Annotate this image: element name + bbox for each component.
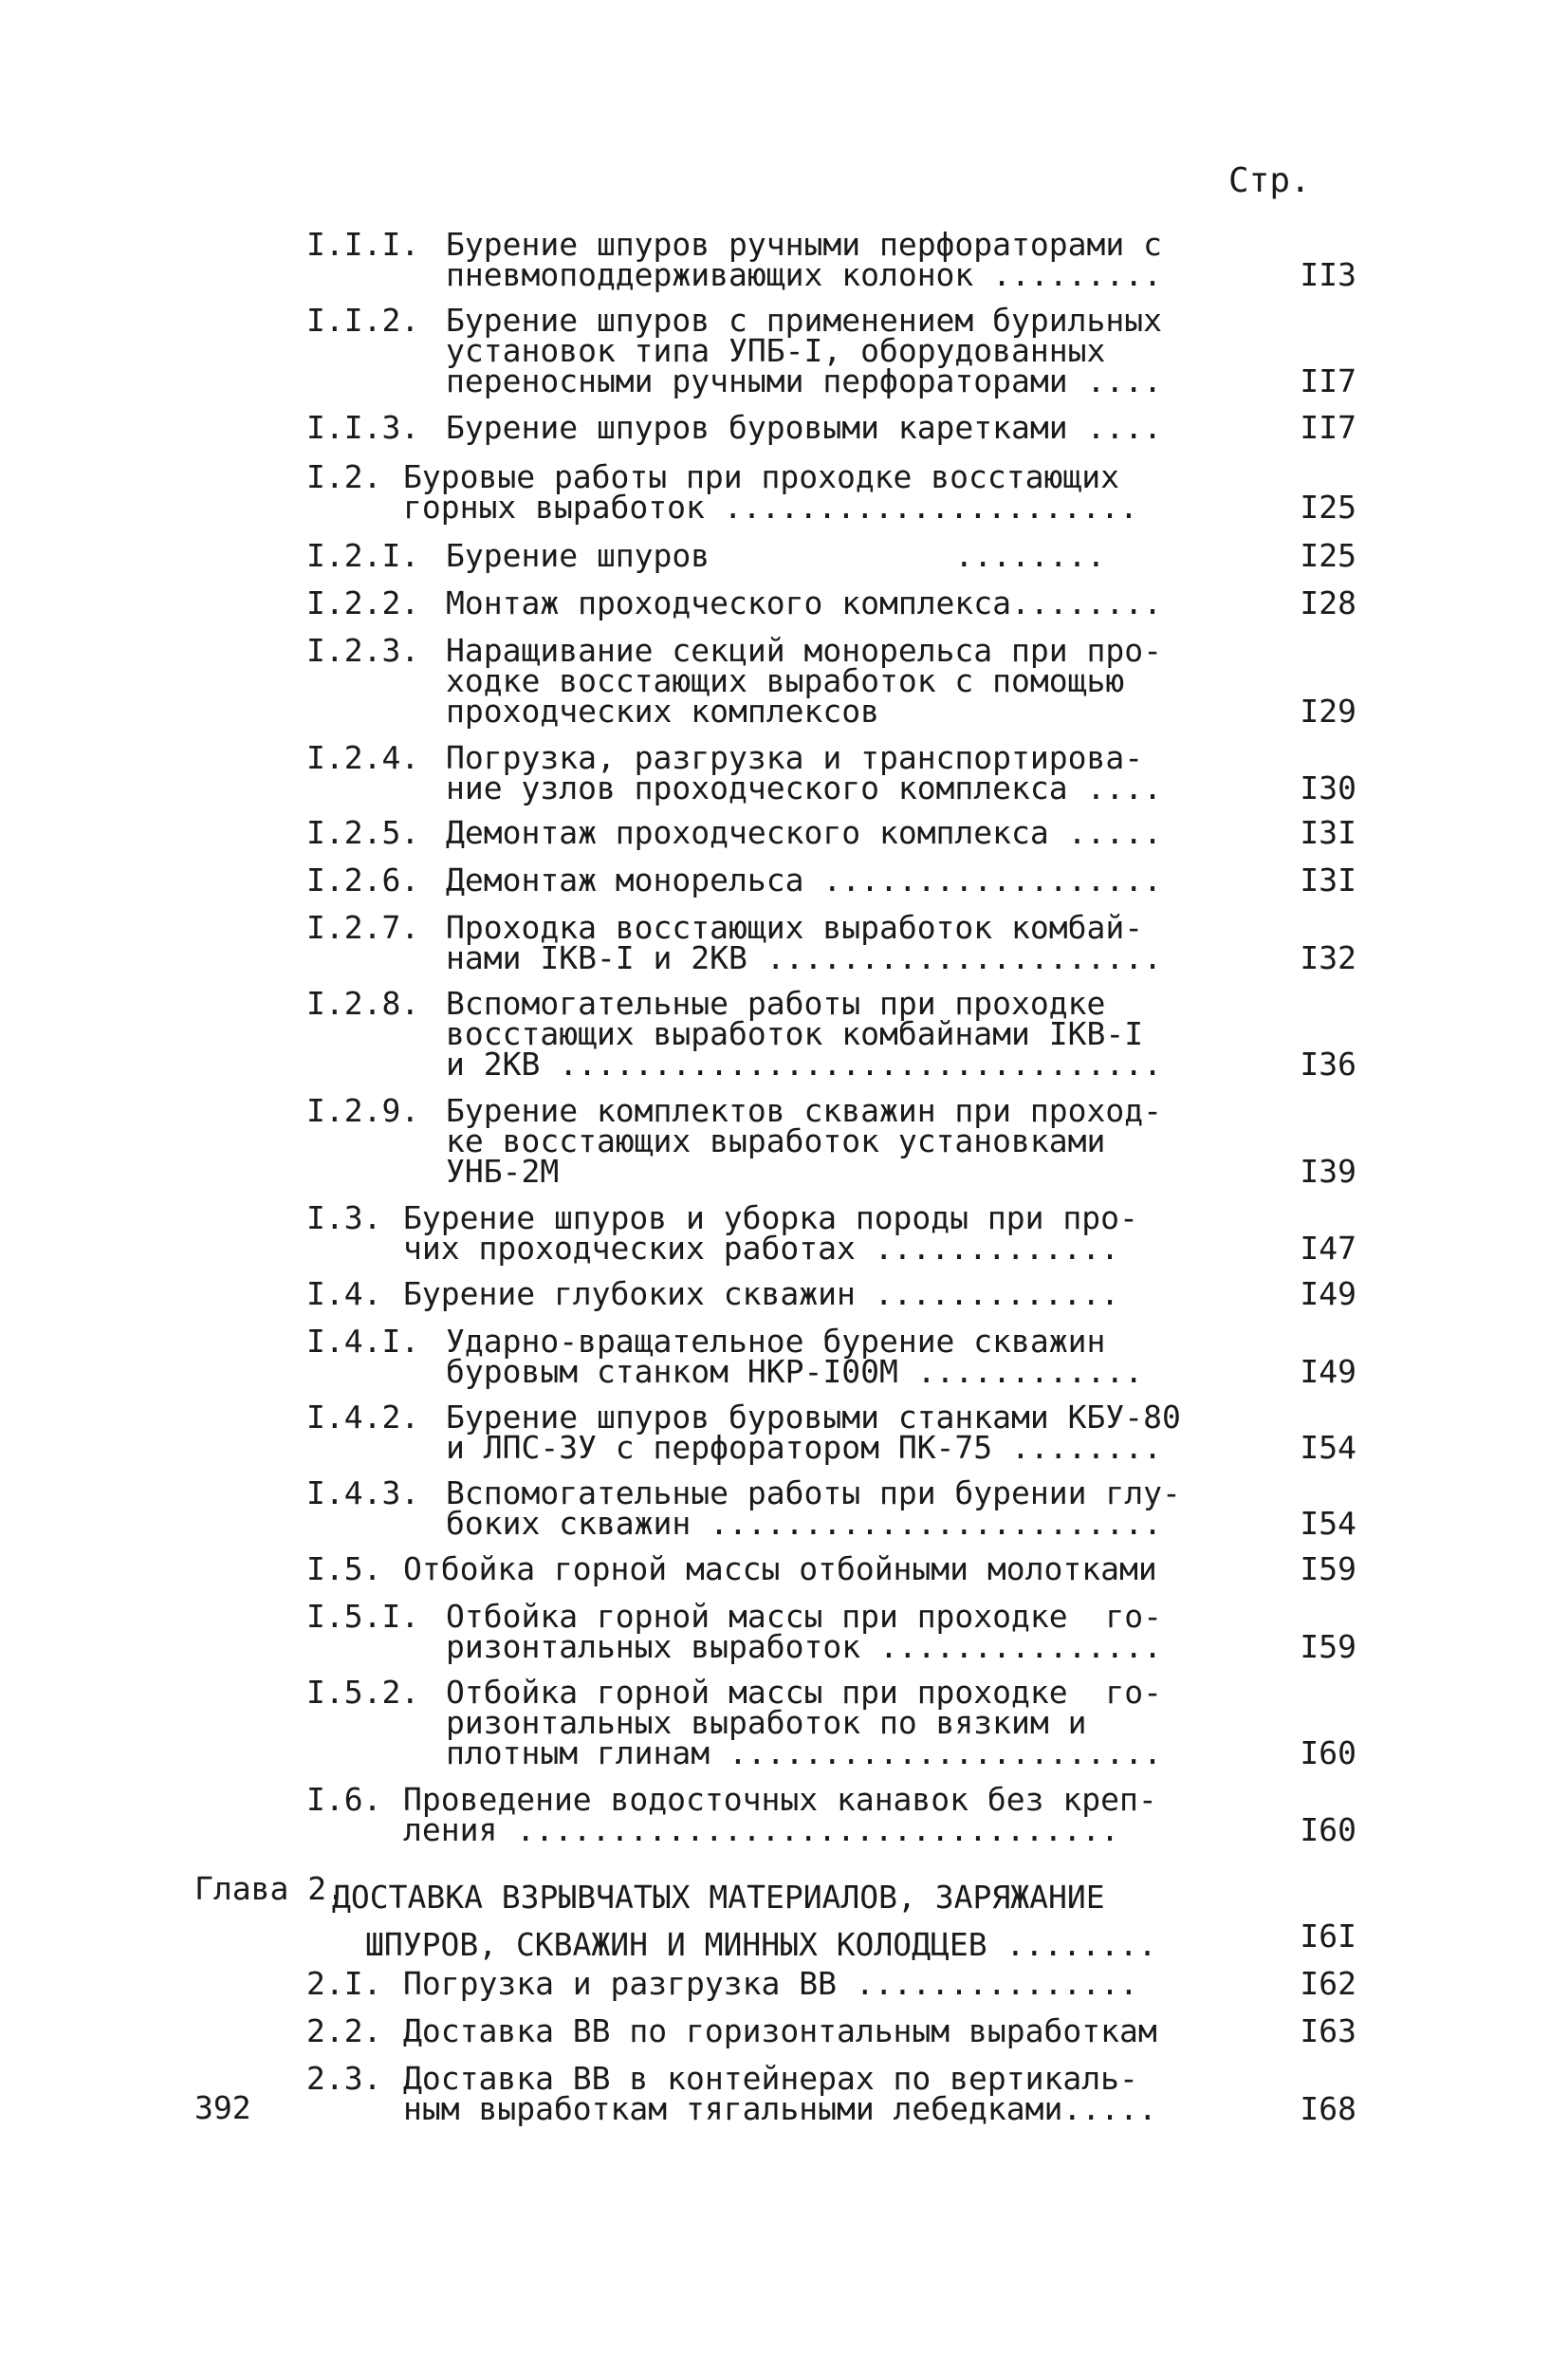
toc-entry-title-line: Наращивание секций монорельса при про- [446,632,1162,669]
toc-entry-title-line: Демонтаж проходческого комплекса ..... [446,814,1162,851]
toc-entry-number: I.5.2. [306,1674,420,1711]
page-number: 392 [194,2089,251,2126]
toc-entry-title-line: восстающих выработок комбайнами IКВ-I [446,1015,1144,1052]
toc-entry-title [446,814,1224,851]
toc-entry-number: 2.2. [306,2012,382,2049]
toc-entry-title [403,1199,1181,1267]
toc-entry-title [446,909,1224,976]
toc-entry-title-line: Доставка ВВ по горизонтальным выработкам [403,2012,1157,2049]
toc-entry-page: I47 [1300,1230,1356,1267]
toc-entry-title-line: Погрузка, разгрузка и транспортирова- [446,739,1144,776]
toc-entry-title-line: пневмоподдерживающих колонок ......... [446,256,1162,293]
toc-entry-title [446,632,1224,730]
toc-entry-page: I6I [1300,1918,1356,1955]
toc-entry-title-line: Ударно-вращательное бурение скважин [446,1323,1106,1360]
toc-entry-page: I29 [1300,693,1356,730]
toc-entry-number: I.4.I. [306,1323,420,1360]
toc-entry-title-line: и ЛПС-3У с перфоратором ПК-75 ........ [446,1429,1162,1466]
toc-entry-title-line: ризонтальных выработок по вязким и [446,1704,1087,1741]
toc-entry-title [446,862,1224,899]
toc-entry-number: I.4.3. [306,1474,420,1511]
toc-entry-page: I32 [1300,939,1356,976]
toc-entry-title-line: Бурение шпуров буровыми станками КБУ-80 [446,1399,1181,1436]
toc-entry-title [446,985,1224,1083]
toc-entry-title [446,537,1224,574]
toc-entry-number: I.4.2. [306,1399,420,1436]
toc-entry-number: I.3. [306,1199,382,1236]
toc-entry-title [403,2012,1181,2049]
toc-entry-title-line: буровым станком НКР-I00М ............ [446,1353,1144,1390]
toc-entry-number: I.2.I. [306,537,420,574]
toc-entry-number: I.5. [306,1550,382,1587]
toc-entry-title [403,2060,1181,2127]
toc-entry-title-line: ления ................................ [403,1811,1119,1848]
toc-entry-title-line: Вспомогательные работы при бурении глу- [446,1474,1181,1511]
page-column-header: Стр. [1228,161,1311,200]
toc-entry-title [446,1092,1224,1190]
toc-entry-number: I.2.6. [306,862,420,899]
toc-entry-page: I59 [1300,1550,1356,1587]
toc-entry-title-line: Проведение водосточных канавок без креп- [403,1781,1157,1818]
toc-entry-page: I28 [1300,584,1356,621]
toc-entry-page: I3I [1300,862,1356,899]
toc-entry-page: I49 [1300,1275,1356,1312]
toc-entry-number: I.I.I. [306,226,420,263]
toc-entry-page: I54 [1300,1505,1356,1542]
toc-entry-number: I.I.3. [306,409,420,446]
toc-entry-title-line: Отбойка горной массы отбойными молотками [403,1550,1157,1587]
toc-entry-title-line: Демонтаж монорельса .................. [446,862,1162,899]
toc-entry-title-line: УНБ-2М [446,1153,560,1190]
toc-entry-title [446,1323,1224,1390]
toc-entry-title-line: Отбойка горной массы при проходке го- [446,1674,1162,1711]
toc-entry-number: I.5.I. [306,1598,420,1635]
toc-entry-page: I25 [1300,537,1356,574]
toc-entry-title [403,1781,1181,1848]
toc-entry-title-line: ке восстающих выработок установками [446,1122,1106,1159]
toc-entry-page: II7 [1300,409,1356,446]
toc-entry-number: I.2.9. [306,1092,420,1129]
toc-entry-title-line: чих проходческих работах ............. [403,1230,1119,1267]
toc-entry-title-line: Бурение шпуров буровыми каретками .... [446,409,1162,446]
toc-entry-page: I68 [1300,2090,1356,2127]
toc-entry-title [446,226,1224,293]
toc-entry-number: I.2.8. [306,985,420,1022]
toc-entry-title [446,1598,1224,1665]
toc-entry-title-line: нами IКВ-I и 2КВ ..................... [446,939,1162,976]
toc-entry-number: I.2. [306,458,382,495]
toc-entry-page: II3 [1300,256,1356,293]
toc-entry-number: 2.I. [306,1965,382,2002]
toc-entry-title [446,1399,1224,1466]
toc-entry-page: I25 [1300,489,1356,526]
toc-entry-page: I59 [1300,1628,1356,1665]
toc-entry-number: I.2.7. [306,909,420,946]
toc-entry-title [446,302,1224,399]
toc-entry-page: I49 [1300,1353,1356,1390]
toc-entry-title [403,1550,1181,1587]
toc-entry-page: II7 [1300,362,1356,399]
toc-entry-number: I.2.4. [306,739,420,776]
toc-entry-title-line: ШПУРОВ, СКВАЖИН И МИННЫХ КОЛОДЦЕВ ........ [365,1926,1157,1963]
toc-entry-title [446,409,1224,446]
toc-entry-title [403,458,1181,526]
toc-entry-number: I.I.2. [306,302,420,339]
toc-entry-page: I39 [1300,1153,1356,1190]
toc-entry-title-line: Погрузка и разгрузка ВВ ............... [403,1965,1138,2002]
toc-entry-title-line: плотным глинам ....................... [446,1734,1162,1771]
toc-entry-title-line: боких скважин ........................ [446,1505,1162,1542]
toc-entry-title-line: ДОСТАВКА ВЗРЫВЧАТЫХ МАТЕРИАЛОВ, ЗАРЯЖАНИЕ [332,1879,1105,1916]
toc-entry-title-line: переносными ручными перфораторами .... [446,362,1162,399]
toc-entry-page: I36 [1300,1046,1356,1083]
toc-entry-title-line: и 2КВ ................................ [446,1046,1162,1083]
toc-entry-title-line: Отбойка горной массы при проходке го- [446,1598,1162,1635]
toc-entry-page: I60 [1300,1734,1356,1771]
toc-entry-title-line: Бурение шпуров ........ [446,537,1106,574]
toc-entry-title-line: Доставка ВВ в контейнерах по вертикаль- [403,2060,1138,2097]
toc-entry-title [403,1275,1181,1312]
toc-entry-title-line: Монтаж проходческого комплекса........ [446,584,1162,621]
toc-entry-number: I.2.5. [306,814,420,851]
toc-entry-page: I30 [1300,769,1356,806]
toc-entry-title-line: ние узлов проходческого комплекса .... [446,769,1162,806]
toc-entry-title-line: Бурение шпуров ручными перфораторами с [446,226,1162,263]
toc-entry-page: I62 [1300,1965,1356,2002]
toc-entry-page: I3I [1300,814,1356,851]
toc-entry-title-line: горных выработок ...................... [403,489,1138,526]
toc-entry-title [403,1965,1181,2002]
toc-entry-title-line: Буровые работы при проходке восстающих [403,458,1119,495]
toc-entry-number: I.4. [306,1275,382,1312]
toc-entry-title [446,1474,1224,1542]
toc-entry-title [446,739,1224,806]
toc-entry-number: Глава 2. [194,1870,345,1907]
toc-entry-title-line: ризонтальных выработок ............... [446,1628,1162,1665]
toc-entry-title-line: установок типа УПБ-I, оборудованных [446,332,1106,369]
toc-entry-title [446,1674,1224,1771]
toc-entry-number: I.2.2. [306,584,420,621]
toc-entry-title-line: ным выработкам тягальными лебедками..... [403,2090,1157,2127]
toc-entry-page: I63 [1300,2012,1356,2049]
toc-entry-title-line: Проходка восстающих выработок комбай- [446,909,1144,946]
toc-entry-page: I54 [1300,1429,1356,1466]
toc-entry-title-line: Вспомогательные работы при проходке [446,985,1106,1022]
toc-entry-title-line: Бурение глубоких скважин ............. [403,1275,1119,1312]
toc-entry-number: I.6. [306,1781,382,1818]
toc-entry-number: 2.3. [306,2060,382,2097]
toc-entry-title [446,584,1224,621]
toc-entry-title-line: Бурение шпуров и уборка породы при про- [403,1199,1138,1236]
toc-entry-number: I.2.3. [306,632,420,669]
toc-entry-title-line: ходке восстающих выработок с помощью [446,662,1125,699]
toc-entry-page: I60 [1300,1811,1356,1848]
toc-entry-title [332,1874,1281,1969]
toc-entry-title-line: Бурение шпуров с применением бурильных [446,302,1162,339]
toc-entry-title-line: проходческих комплексов [446,693,879,730]
toc-entry-title-line: Бурение комплектов скважин при проход- [446,1092,1162,1129]
